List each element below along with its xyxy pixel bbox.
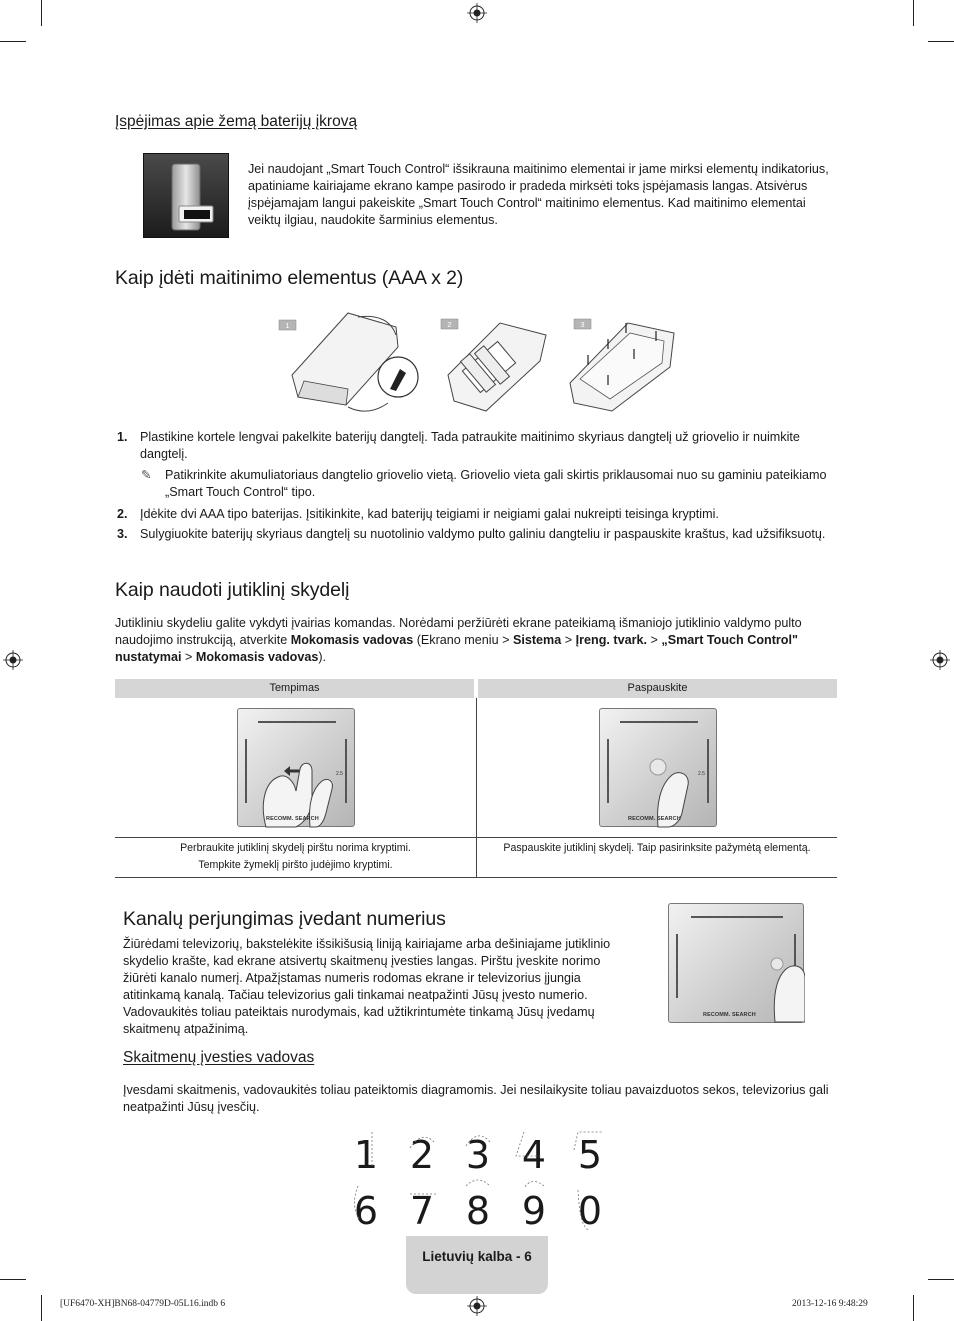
drag-caption-line: Tempkite žymeklį piršto judėjimo kryptimi. <box>198 859 393 871</box>
low-battery-heading: Įspėjimas apie žemą baterijų įkrovą <box>115 113 358 130</box>
step-text: Įdėkite dvi AAA tipo baterijas. Įsitikinkite, kad baterijų teigiami ir neigiami galai nukreipti teisinga kryptimi. <box>140 507 719 521</box>
step-badge-2 <box>441 319 458 329</box>
digit-guide-heading: Skaitmenų įvesties vadovas <box>123 1049 315 1066</box>
crop-mark <box>41 1295 42 1321</box>
digit-1: 1 <box>353 1133 379 1177</box>
digit-stroke-diagram <box>346 1126 612 1234</box>
note-pencil-icon: ✎ <box>141 468 152 482</box>
step-number: 2. <box>117 507 128 521</box>
step-badge-3 <box>574 319 591 329</box>
digit-6: 6 <box>353 1189 379 1233</box>
step-badge-3-label: 3 <box>580 320 585 329</box>
list-item <box>117 506 837 523</box>
menu-path-item: Mokomasis vadovas <box>195 650 319 664</box>
digit-9: 9 <box>521 1189 547 1233</box>
touchpad-intro <box>115 615 837 666</box>
step-number: 3. <box>117 526 128 541</box>
touchpad-drag-image <box>237 708 355 827</box>
touchpad-gestures-table <box>115 679 837 878</box>
digit-2: 2 <box>409 1133 435 1177</box>
battery-note <box>141 467 841 500</box>
remote-battery-icon <box>144 154 230 239</box>
pad-marker: 2.5 <box>336 771 343 777</box>
channels-text: Žiūrėdami televizorių, bakstelėkite išsikišusią liniją kairiajame arba dešiniajame jutiklinio skydelio krašte, kad ekrane atsivertų skaitmenų įvesties langas. Pirštu įveskite norimo žiūrėti kanalo numerį. Atpažįstamas numeris rodomas ekrane ir televizorius įjungia atitinkamą kanalą. Tačiau televizorius gali tinkamai neatpažinti Jūsų įvesto numerio. Vadovaukitės toliau pateiktais nurodymais, kad užtikrintumėte tinkamą Jūsų įvedamų skaitmenų atpažinimą. <box>123 937 611 1036</box>
channel-input-touchpad-image <box>668 903 804 1023</box>
channels-heading: Kanalų perjungimas įvedant numerius <box>123 908 446 930</box>
press-caption: Paspauskite jutiklinį skydelį. Taip pasirinksite pažymėtą elementą. <box>503 842 811 854</box>
step-badge-1-label: 1 <box>285 321 290 330</box>
intro-text: ). <box>318 650 327 664</box>
pad-label-recomm: RECOMM. <box>703 1012 731 1018</box>
pad-label <box>628 816 681 822</box>
pad-marker: 2.5 <box>698 771 705 777</box>
note-text: Patikrinkite akumuliatoriaus dangtelio griovelio vietą. Griovelio vieta gali skirtis priklausomai nuo su gaminiu pateikiamo „Smart Touch Control“ tipo. <box>165 468 827 499</box>
digit-guide-text: Įvesdami skaitmenis, vadovaukitės toliau pateiktomis diagramomis. Jei nesilaikysite toliau pavaizduotos sekos, televizorius gali neatpažinti Jūsų įvesčių. <box>123 1083 829 1114</box>
step-text: Plastikine kortele lengvai pakelkite baterijų dangtelį. Tada patraukite maitinimo skyriaus dangtelį už griovelio ir nuimkite dangtelį. <box>140 430 800 461</box>
step-text: Sulygiuokite baterijų skyriaus dangtelį su nuotolinio valdymo pulto galiniu dangteliu ir paspauskite kraštus, kad užsifiksuotų. <box>140 526 826 541</box>
digit-5: 5 <box>577 1133 603 1177</box>
low-battery-warning-image <box>143 153 229 238</box>
digit-0: 0 <box>577 1189 603 1233</box>
digit-7: 7 <box>409 1189 435 1233</box>
menu-path-separator: > <box>181 650 196 664</box>
battery-install-heading: Kaip įdėti maitinimo elementus (AAA x 2) <box>115 267 464 289</box>
drag-caption-line: Perbraukite jutiklinį skydelį pirštu norima kryptimi. <box>180 842 411 854</box>
crop-mark <box>928 41 954 42</box>
table-divider <box>115 877 837 878</box>
list-item <box>117 429 837 462</box>
menu-path-separator: > <box>561 633 576 647</box>
digit-3: 3 <box>465 1133 491 1177</box>
pad-label <box>703 1012 756 1018</box>
touchpad-press-image <box>599 708 717 827</box>
table-header-drag: Tempimas <box>115 679 474 698</box>
pad-label-recomm: RECOMM. <box>266 816 294 822</box>
finger-swipe-icon <box>238 709 356 828</box>
battery-steps-list <box>117 429 837 462</box>
crop-mark <box>0 41 26 42</box>
finger-press-icon <box>600 709 718 828</box>
menu-path-item: Sistema <box>512 633 562 647</box>
registration-mark-icon <box>930 650 950 670</box>
pad-label-search: SEARCH <box>656 816 681 822</box>
pad-label-search: SEARCH <box>731 1012 756 1018</box>
battery-steps-list-continued <box>117 506 837 542</box>
pad-label <box>266 816 319 822</box>
registration-mark-icon <box>467 3 487 23</box>
crop-mark <box>0 1279 26 1280</box>
crop-mark <box>41 0 42 26</box>
finger-tap-edge-icon <box>669 904 805 1024</box>
battery-install-illustration <box>278 305 678 420</box>
step-number: 1. <box>117 430 128 444</box>
low-battery-text: Jei naudojant „Smart Touch Control“ išsikrauna maitinimo elementai ir jame mirksi elementų indikatorius, apatiniame kairiajame ekrano kampe pasirodo ir pradeda mirksėti toks įspėjamasis langas. Atsivėrus įspėjamajam langui pakeiskite „Smart Touch Control“ maitinimo elementus. Kad maitinimo elementai veiktų ilgiau, naudokite šarminius elementus. <box>248 162 829 227</box>
menu-path-item: Įreng. tvark. <box>575 633 648 647</box>
page-number-label: Lietuvių kalba - 6 <box>422 1249 532 1264</box>
page-number-tab <box>406 1236 548 1294</box>
list-item <box>117 526 837 543</box>
digit-4: 4 <box>521 1133 547 1177</box>
menu-path-item: Mokomasis vadovas <box>290 633 414 647</box>
step-badge-1 <box>279 320 296 330</box>
registration-mark-icon <box>3 650 23 670</box>
registration-mark-icon <box>467 1296 487 1316</box>
pad-label-recomm: RECOMM. <box>628 816 656 822</box>
menu-path-separator: > <box>647 633 662 647</box>
print-slug-left: [UF6470-XH]BN68-04779D-05L16.indb 6 <box>60 1299 226 1309</box>
drag-caption <box>115 840 476 874</box>
digit-8: 8 <box>465 1189 491 1233</box>
crop-mark <box>913 1295 914 1321</box>
menu-path-item: „Smart Touch Control" nustatymai <box>115 633 798 664</box>
touchpad-heading: Kaip naudoti jutiklinį skydelį <box>115 579 350 601</box>
table-divider <box>115 837 837 838</box>
step-badge-2-label: 2 <box>447 320 452 329</box>
pad-label-search: SEARCH <box>294 816 319 822</box>
table-header-press: Paspauskite <box>478 679 837 698</box>
crop-mark <box>928 1279 954 1280</box>
crop-mark <box>913 0 914 26</box>
print-slug-right: 2013-12-16 9:48:29 <box>792 1299 868 1309</box>
intro-text: (Ekrano meniu > <box>413 633 513 647</box>
intro-text: Jutikliniu skydeliu galite vykdyti įvairias komandas. Norėdami peržiūrėti ekrane pateikiamą išmaniojo jutiklinio valdymo pulto naudojimo instrukciją, atverkite <box>115 616 802 647</box>
